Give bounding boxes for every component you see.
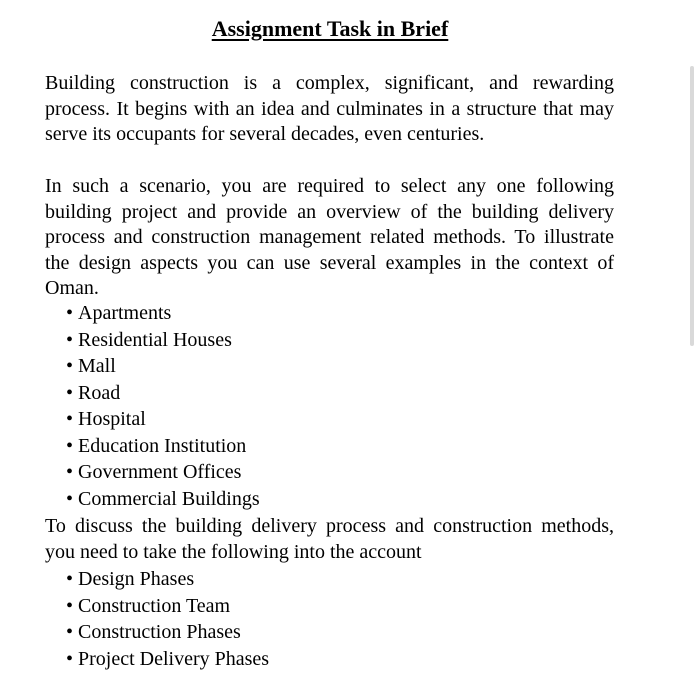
consideration-label: Design Phases xyxy=(78,568,195,590)
bullet-icon: • xyxy=(66,408,74,430)
consideration-label: Project Delivery Phases xyxy=(78,647,270,670)
task-paragraph: In such a scenario, you are required to select any one following building project and provide an overview of the building delivery process and construction management related methods. To illustrate the design aspects you can use several examples in the context of Oman. xyxy=(45,175,614,299)
bullet-icon: • xyxy=(66,328,74,351)
bullet-icon: • xyxy=(66,355,74,377)
list-item xyxy=(66,433,260,460)
vertical-scrollbar[interactable] xyxy=(690,66,694,346)
project-label: Government Offices xyxy=(78,461,242,483)
bullet-icon: • xyxy=(66,594,74,617)
list-item xyxy=(66,380,260,407)
list-item xyxy=(66,353,260,380)
list-item xyxy=(66,619,269,646)
page-title: Assignment Task in Brief xyxy=(211,16,449,41)
project-label: Commercial Buildings xyxy=(78,487,260,510)
bullet-icon: • xyxy=(66,302,74,324)
list-item xyxy=(66,593,269,620)
list-item xyxy=(66,566,269,593)
list-item xyxy=(66,486,260,513)
project-label: Apartments xyxy=(78,302,172,324)
bullet-icon: • xyxy=(66,434,74,457)
project-label: Hospital xyxy=(78,408,146,430)
project-label: Education Institution xyxy=(78,434,247,457)
bullet-icon: • xyxy=(66,487,74,510)
list-item xyxy=(66,327,260,354)
intro-paragraph: Building construction is a complex, significant, and rewarding process. It begins with an idea and culminates in a structure that may serve its occupants for several decades, even centuries. xyxy=(45,72,614,145)
bullet-icon: • xyxy=(66,621,74,643)
project-label: Mall xyxy=(78,355,116,377)
project-label: Residential Houses xyxy=(78,328,232,351)
project-label: Road xyxy=(78,381,121,404)
list-item xyxy=(66,459,260,486)
bullet-icon: • xyxy=(66,381,74,404)
consideration-list xyxy=(66,566,269,672)
list-item xyxy=(66,300,260,327)
bullet-icon: • xyxy=(66,647,74,670)
list-item xyxy=(66,406,260,433)
list-item xyxy=(66,646,269,673)
bullet-icon: • xyxy=(66,568,74,590)
consideration-label: Construction Team xyxy=(78,594,231,617)
bullet-icon: • xyxy=(66,461,74,483)
discuss-paragraph: To discuss the building delivery process and construction methods, you need to take the following into the account xyxy=(45,515,614,563)
consideration-label: Construction Phases xyxy=(78,621,241,643)
project-list xyxy=(66,300,260,512)
